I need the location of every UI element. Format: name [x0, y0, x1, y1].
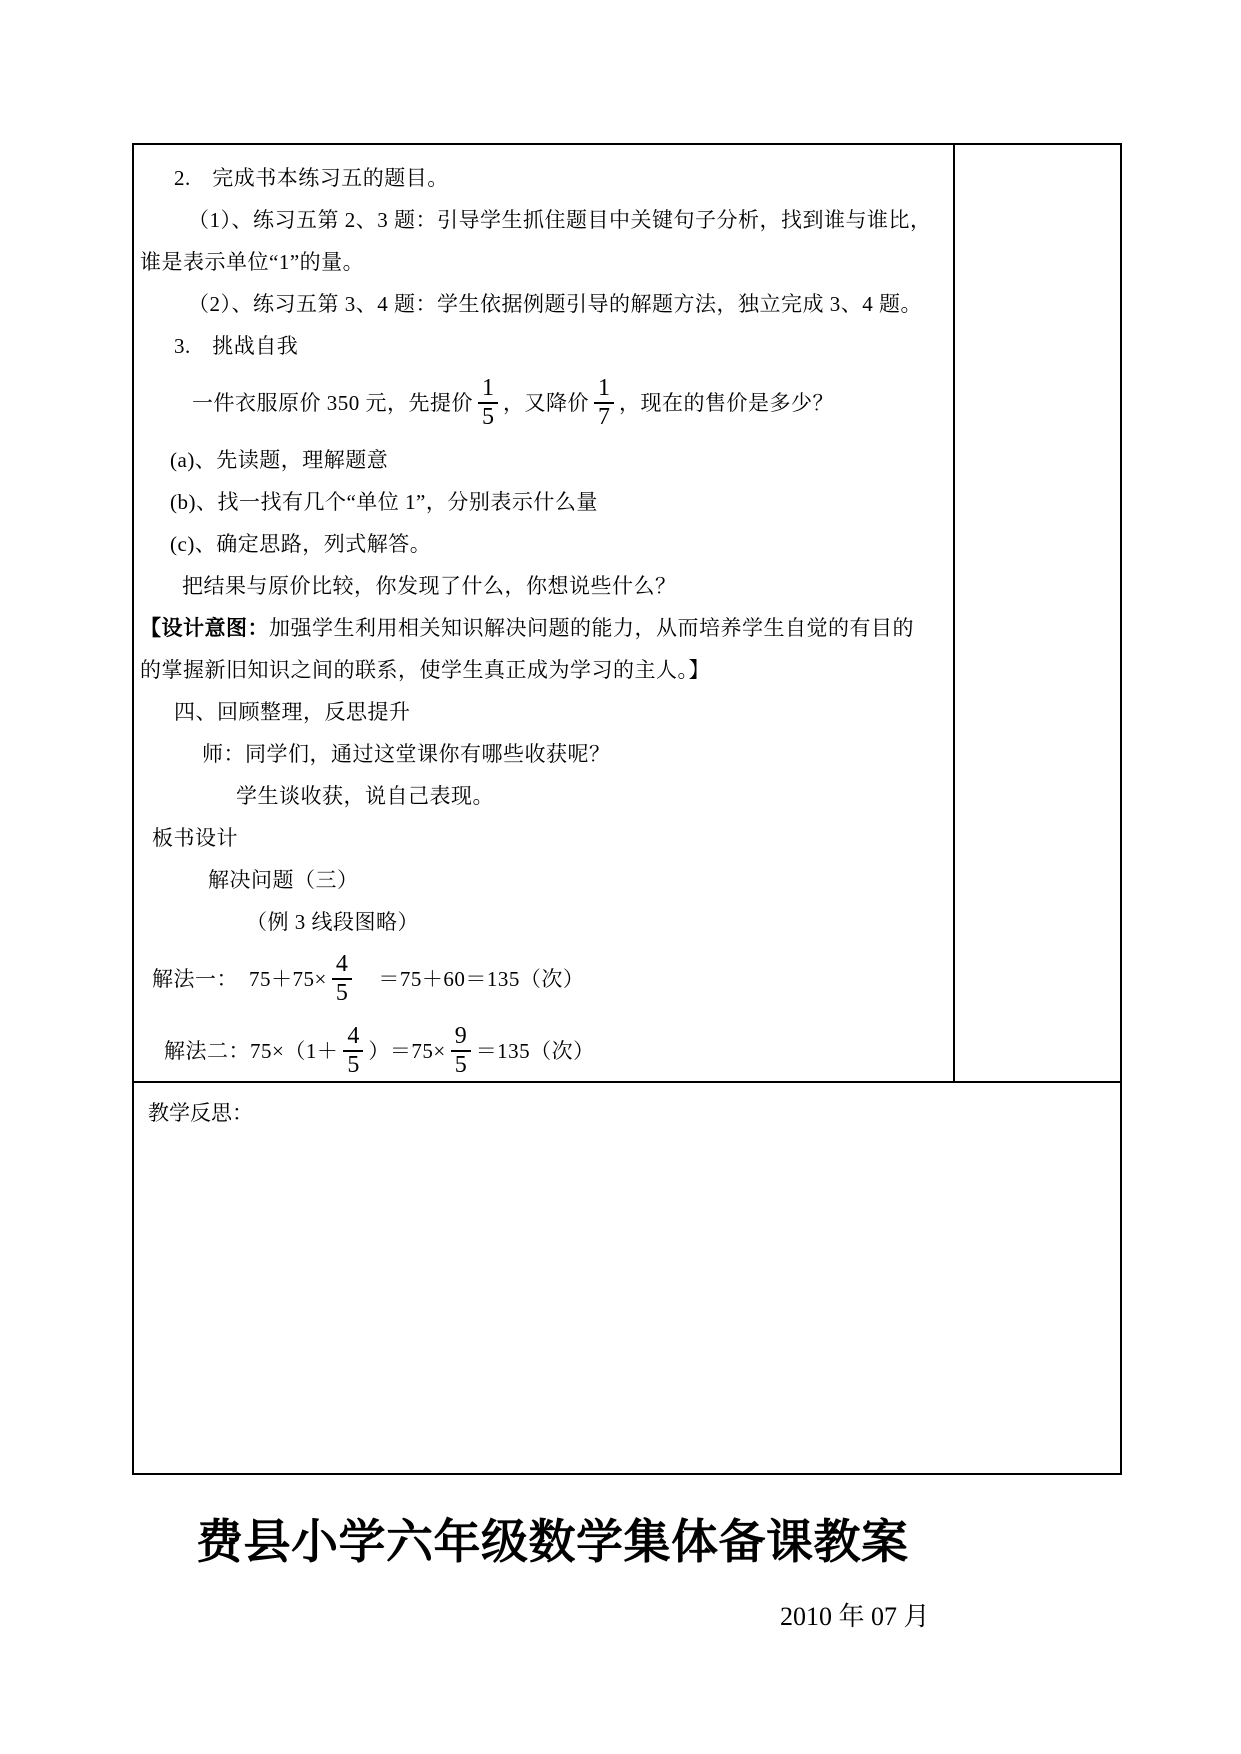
- content-line: [140, 733, 953, 775]
- fraction: $\frac{1}{7}$: [594, 376, 614, 430]
- text-run: 解法一： 75＋75×: [152, 967, 327, 991]
- text-run: 的掌握新旧知识之间的联系，使学生真正成为学习的主人。】: [140, 658, 710, 682]
- content-line: [140, 241, 953, 283]
- text-run: 解决问题（三）: [208, 868, 359, 892]
- text-run: 学生谈收获，说自己表现。: [236, 784, 494, 808]
- content-line: [140, 859, 953, 901]
- lesson-plan-table: [132, 143, 1122, 1475]
- text-run: 一件衣服原价 350 元，先提价: [192, 391, 473, 415]
- content-line: [140, 901, 953, 943]
- text-run: 四、回顾整理，反思提升: [174, 700, 411, 724]
- fraction: $\frac{4}{5}$: [343, 1024, 363, 1078]
- content-line: [140, 283, 953, 325]
- content-line: [140, 1015, 953, 1081]
- fraction: $\frac{1}{5}$: [478, 376, 498, 430]
- text-run: (c)、确定思路，列式解答。: [170, 532, 432, 556]
- text-run: 师：同学们，通过这堂课你有哪些收获呢？: [202, 742, 611, 766]
- lesson-content: [134, 145, 955, 1081]
- content-line: [140, 691, 953, 733]
- content-line: [140, 775, 953, 817]
- side-note-column: [955, 145, 1120, 1081]
- text-run: 谁是表示单位“1”的量。: [140, 250, 365, 274]
- content-line: [140, 565, 953, 607]
- content-line: [140, 157, 953, 199]
- teaching-reflection-row: [134, 1083, 1120, 1473]
- content-line: [140, 325, 953, 367]
- content-line: [140, 439, 953, 481]
- text-run: （2）、练习五第 3、4 题：学生依据例题引导的解题方法，独立完成 3、4 题。: [188, 292, 922, 316]
- lesson-main-row: [134, 145, 1120, 1083]
- text-run: 加强学生利用相关知识解决问题的能力，从而培养学生自觉的有目的: [269, 616, 914, 640]
- text-run: 3. 挑战自我: [174, 334, 299, 358]
- content-line: [140, 817, 953, 859]
- text-run: ）＝75×: [368, 1039, 446, 1063]
- text-run: 解法二：75×（1＋: [164, 1039, 339, 1063]
- text-run: 2. 完成书本练习五的题目。: [174, 166, 449, 190]
- text-run: ，现在的售价是多少？: [619, 391, 834, 415]
- content-line: [140, 649, 953, 691]
- fraction: $\frac{9}{5}$: [451, 1024, 471, 1078]
- fraction: $\frac{4}{5}$: [332, 952, 352, 1006]
- content-line: [140, 199, 953, 241]
- text-run: ，又降价: [503, 391, 589, 415]
- document-title: 费县小学六年级数学集体备课教案: [196, 1515, 909, 1568]
- text-run: ＝75＋60＝135（次）: [356, 967, 585, 991]
- text-run: (b)、找一找有几个“单位 1”，分别表示什么量: [170, 490, 598, 514]
- teaching-reflection-label: 教学反思：: [148, 1101, 253, 1125]
- text-run: 把结果与原价比较，你发现了什么，你想说些什么？: [182, 574, 677, 598]
- text-run: 【设计意图：: [140, 616, 269, 640]
- text-run: 板书设计: [152, 826, 238, 850]
- content-line: [140, 367, 953, 439]
- content-line: [140, 943, 953, 1015]
- content-line: [140, 607, 953, 649]
- content-line: [140, 481, 953, 523]
- content-line: [140, 523, 953, 565]
- document-date: 2010 年 07 月: [780, 1602, 930, 1631]
- text-run: （例 3 线段图略）: [246, 910, 419, 934]
- text-run: ＝135（次）: [475, 1039, 595, 1063]
- text-run: （1）、练习五第 2、3 题：引导学生抓住题目中关键句子分析，找到谁与谁比，: [188, 208, 932, 232]
- text-run: (a)、先读题，理解题意: [170, 448, 389, 472]
